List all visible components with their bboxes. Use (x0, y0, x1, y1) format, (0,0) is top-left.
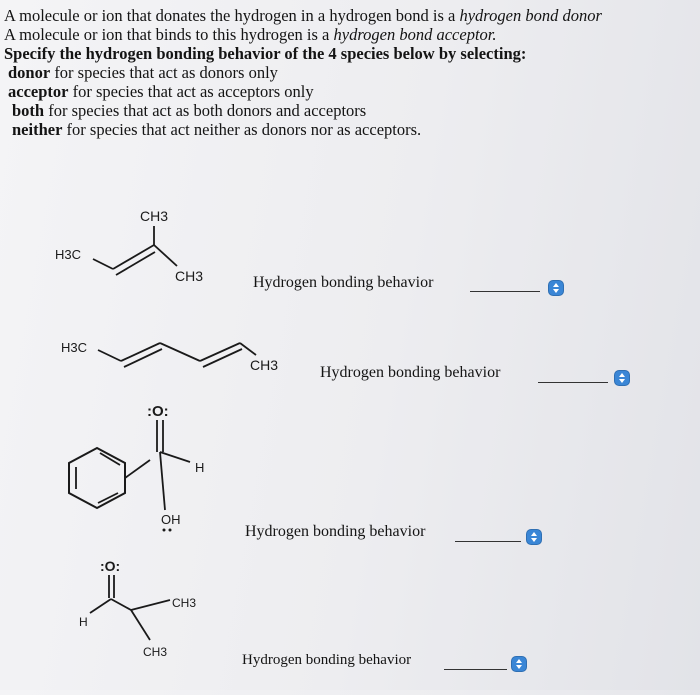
instruction-text: Specify the hydrogen bonding behavior of the 4 species below by selecting: (4, 44, 527, 63)
ch3-right-label: CH3 (250, 357, 279, 373)
ch3-top-label: CH3 (140, 208, 169, 224)
behavior-label-3: Hydrogen bonding behavior (245, 523, 426, 540)
behavior-label-4: Hydrogen bonding behavior (242, 652, 412, 668)
ch3-right-label: CH3 (172, 596, 197, 610)
answer-blank-1[interactable] (470, 291, 540, 292)
select-dropdown-1[interactable] (549, 281, 563, 295)
select-dropdown-4[interactable] (512, 657, 526, 671)
behavior-label-2: Hydrogen bonding behavior (320, 364, 501, 381)
ch3-bottom-label: CH3 (143, 645, 168, 659)
option-neither: neither for species that act neither as donors nor as acceptors. (12, 120, 422, 139)
hydrogen-label: H (79, 615, 88, 629)
h3c-left-label: H3C (55, 247, 82, 262)
select-dropdown-2[interactable] (615, 371, 629, 385)
hydroxyl-label: OH (161, 512, 181, 527)
behavior-label-1: Hydrogen bonding behavior (253, 274, 434, 291)
ch3-right-label: CH3 (175, 268, 204, 284)
carbonyl-oxygen-label: :O: (100, 558, 121, 574)
carbonyl-oxygen-label: :O: (147, 403, 169, 420)
option-acceptor: acceptor for species that act as acceptors only (8, 82, 314, 101)
answer-blank-3[interactable] (455, 541, 521, 542)
definition-acceptor: A molecule or ion that binds to this hydrogen is a hydrogen bond acceptor. (4, 25, 497, 44)
option-both: both for species that act as both donors and acceptors (12, 101, 367, 120)
option-donor: donor for species that act as donors only (8, 63, 278, 82)
answer-blank-4[interactable] (444, 669, 507, 670)
answer-blank-2[interactable] (538, 382, 608, 383)
definition-donor: A molecule or ion that donates the hydrogen in a hydrogen bond is a hydrogen bond donor (4, 6, 602, 25)
instructions (4, 6, 698, 139)
hydrogen-label: H (195, 460, 205, 475)
h3c-left-label: H3C (61, 340, 88, 355)
select-dropdown-3[interactable] (527, 530, 541, 544)
